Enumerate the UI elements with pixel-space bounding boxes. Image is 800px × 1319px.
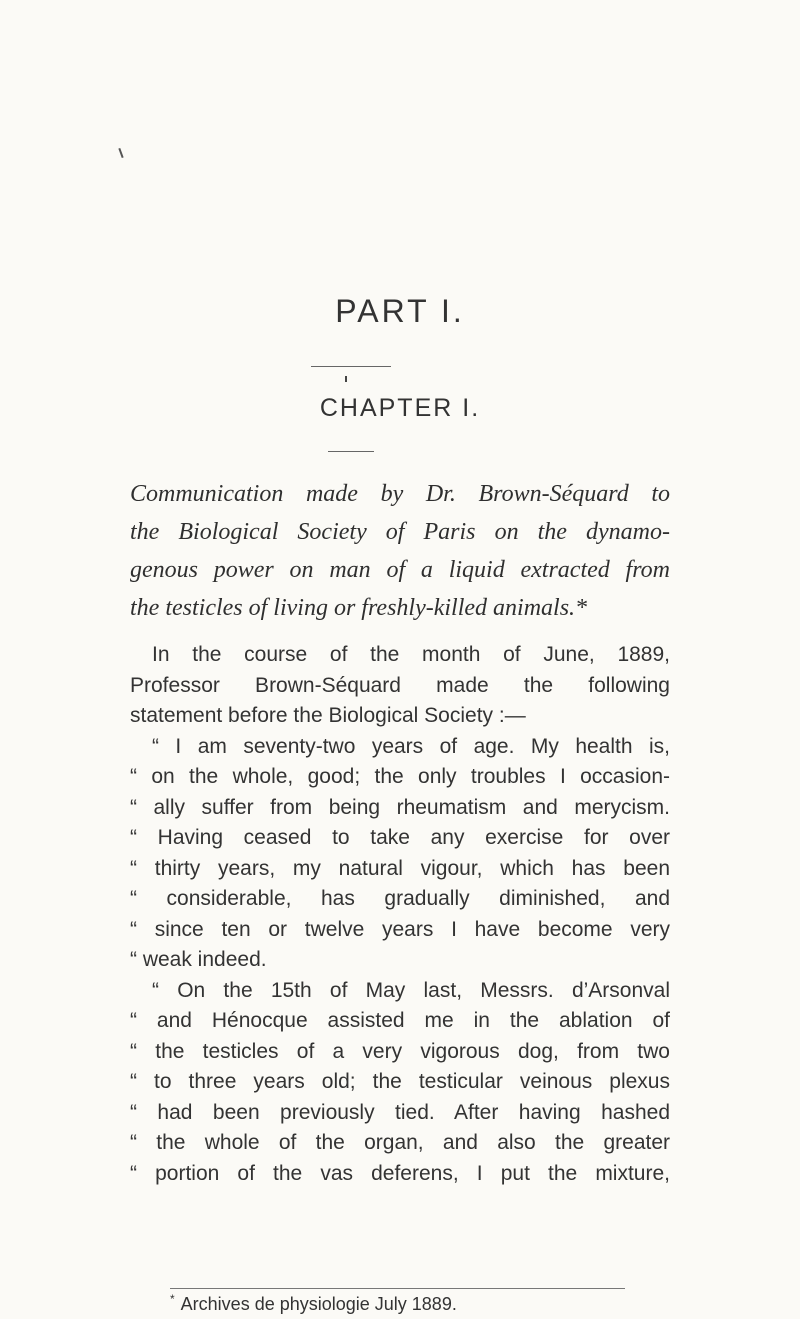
body-text [130, 640, 670, 1189]
quote-line: “ ally suffer from being rheumatism and merycism. [130, 795, 670, 819]
quote-line: “ the whole of the organ, and also the greater [130, 1131, 670, 1154]
part-heading: PART I. [335, 293, 465, 329]
quote-line: “ considerable, has gradually diminished, and [130, 887, 670, 910]
chapter-title-line: the Biological Society of Paris on the dynamo- [130, 519, 670, 545]
quote-line: “ weak indeed. [130, 948, 267, 971]
footnote-rule [170, 1288, 625, 1289]
quote-line: “ portion of the vas deferens, I put the mixture, [130, 1161, 670, 1185]
quote-line: “ on the whole, good; the only troubles I occasion- [130, 765, 670, 788]
quote-line: “ On the 15th of May last, Messrs. d’Arsonval [152, 978, 670, 1002]
quote-line: “ to three years old; the testicular veinous plexus [130, 1070, 670, 1093]
footnote [170, 1292, 625, 1315]
page-speck [118, 148, 123, 158]
quote-line: “ had been previously tied. After having hashed [130, 1100, 670, 1124]
footnote-text: Archives de physiologie July 1889. [180, 1294, 457, 1314]
footnote-marker: * [170, 1292, 175, 1306]
quote-line: “ thirty years, my natural vigour, which has been [130, 856, 670, 880]
heading-divider [311, 366, 391, 367]
chapter-divider [328, 451, 374, 452]
quote-line: “ I am seventy-two years of age. My health is, [152, 734, 670, 758]
quote-line: “ and Hénocque assisted me in the ablation of [130, 1009, 670, 1032]
chapter-title-line: the testicles of living or freshly-killed animals.* [130, 595, 588, 621]
paragraph-line: Professor Brown-Séquard made the following [130, 673, 670, 697]
quote-line: “ since ten or twelve years I have become very [130, 917, 670, 941]
chapter-title-line: genous power on man of a liquid extracted from [130, 557, 670, 583]
quote-line: “ the testicles of a very vigorous dog, from two [130, 1039, 670, 1063]
chapter-title [130, 475, 670, 627]
paragraph-line: In the course of the month of June, 1889, [152, 643, 670, 666]
paragraph-line: statement before the Biological Society :— [130, 704, 526, 727]
chapter-title-line: Communication made by Dr. Brown-Séquard to [130, 481, 670, 507]
quote-line: “ Having ceased to take any exercise for over [130, 826, 670, 849]
divider-mark [345, 376, 347, 382]
chapter-heading: CHAPTER I. [319, 394, 481, 422]
